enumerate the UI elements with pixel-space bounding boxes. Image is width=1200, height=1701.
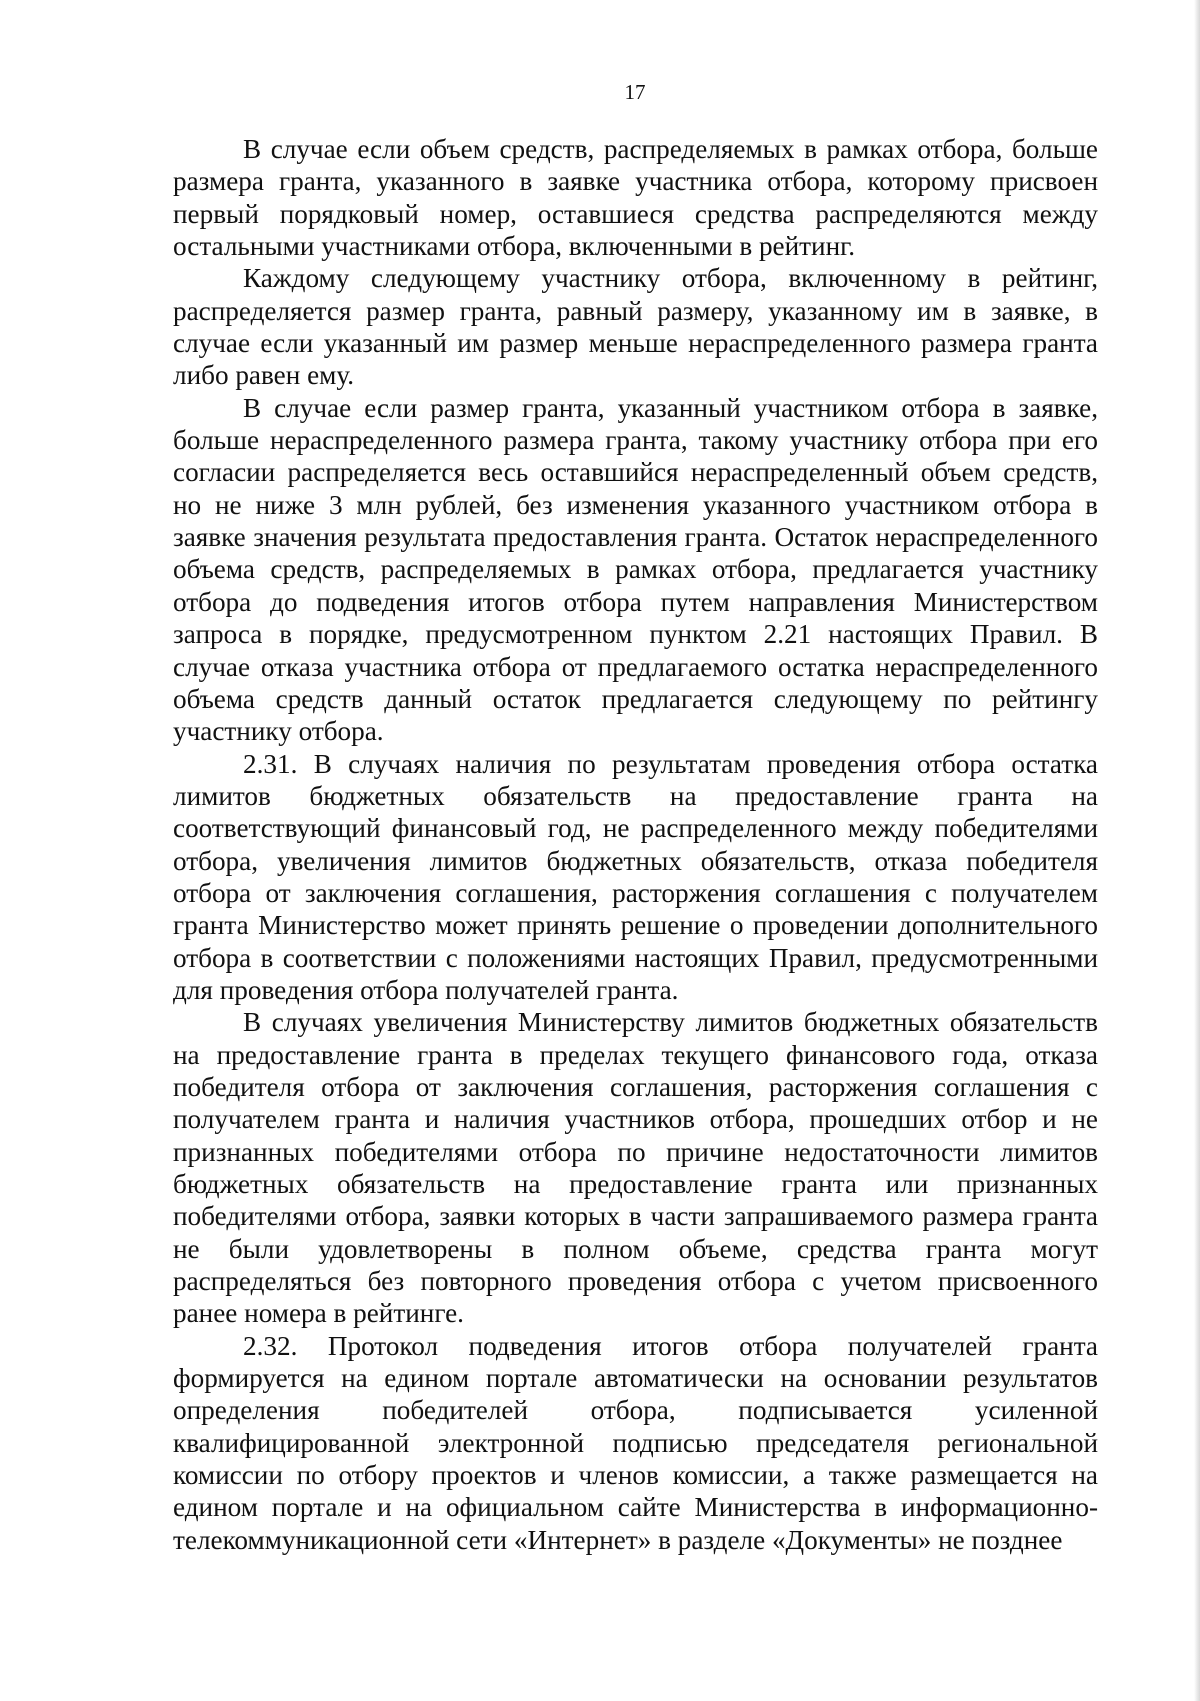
paragraph-remaining-funds: В случае если объем средств, распределяемых в рамках отбора, больше размера гранта, указанного в заявке участника отбора, которому присвоен первый порядковый номер, оставшиеся средства распределяются между остальными участниками отбора, включенными в рейтинг. xyxy=(173,134,1098,262)
paragraph-grant-exceeds: В случае если размер гранта, указанный участником отбора в заявке, больше нераспределенного размера гранта, такому участнику отбора при его согласии распределяется весь оставшийся нераспределенный объем средств, но не ниже 3 млн рублей, без изменения указанного участником отбора в заявке значения результата предоставления гранта. Остаток нераспределенного объема средств, распределяемых в рамках отбора, предлагается участнику отбора до подведения итогов отбора путем направления Министерством запроса в порядке, предусмотренном пунктом 2.21 настоящих Правил. В случае отказа участника отбора от предлагаемого остатка нераспределенного объема средств данный остаток предлагается следующему по рейтингу участнику отбора. xyxy=(173,392,1098,747)
scan-edge-shadow xyxy=(1194,0,1200,1701)
paragraph-limit-increase: В случаях увеличения Министерству лимитов бюджетных обязательств на предоставление гранта в пределах текущего финансового года, отказа победителя отбора от заключения соглашения, расторжения соглашения с получателем гранта и наличия участников отбора, прошедших отбор и не признанных победителями отбора по причине недостаточности лимитов бюджетных обязательств на предоставление гранта или признанных победителями отбора, заявки которых в части запрашиваемого размера гранта не были удовлетворены в полном объеме, средства гранта могут распределяться без повторного проведения отбора с учетом присвоенного ранее номера в рейтинге. xyxy=(173,1007,1098,1329)
document-body xyxy=(173,133,1098,1556)
paragraph-clause-2-31: 2.31. В случаях наличия по результатам проведения отбора остатка лимитов бюджетных обязательств на предоставление гранта на соответствующий финансовый год, не распределенного между победителями отбора, увеличения лимитов бюджетных обязательств, отказа победителя отбора от заключения соглашения, расторжения соглашения с получателем гранта Министерство может принять решение о проведении дополнительного отбора в соответствии с положениями настоящих Правил, предусмотренными для проведения отбора получателей гранта. xyxy=(173,748,1098,1005)
paragraph-next-participant: Каждому следующему участнику отбора, включенному в рейтинг, распределяется размер гранта, равный размеру, указанному им в заявке, в случае если указанный им размер меньше нераспределенного размера гранта либо равен ему. xyxy=(173,263,1098,391)
paragraph-clause-2-32: 2.32. Протокол подведения итогов отбора получателей гранта формируется на едином портале автоматически на основании результатов определения победителей отбора, подписывается усиленной квалифицированной электронной подписью председателя региональной комиссии по отбору проектов и членов комиссии, а также размещается на едином портале и на официальном сайте Министерства в информационно-телекоммуникационной сети «Интернет» в разделе «Документы» не позднее xyxy=(173,1330,1098,1555)
page-number: 17 xyxy=(624,80,646,104)
